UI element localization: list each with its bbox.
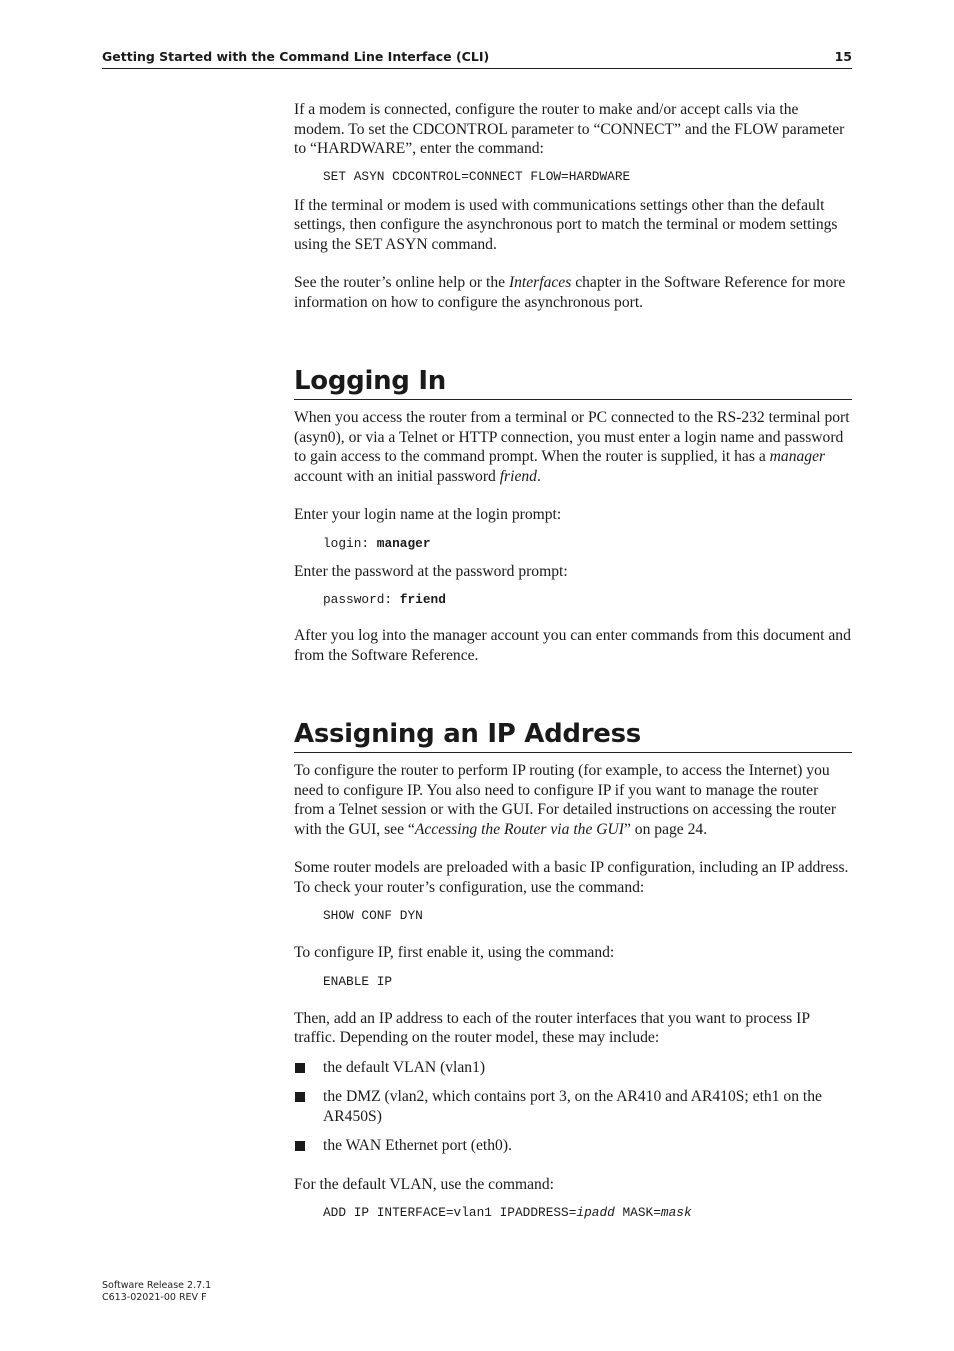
logging-in-paragraph-after: After you log into the manager account you can enter commands from this document and from the Software Reference. [294,627,851,664]
page-footer [102,1280,211,1304]
footer-release: Software Release 2.7.1 [102,1280,212,1291]
ip-paragraph-enable: To configure IP, first enable it, using the command: [294,944,615,961]
command-add-ip: ADD IP INTERFACE=vlan1 IPADDRESS=ipadd MASK=mask [323,1205,692,1220]
intro-paragraph-see-help: See the router’s online help or the Interfaces chapter in the Software Reference for more information on how to configure the asynchronous port. [294,274,846,311]
footer-doc-number: C613-02021-00 REV F [102,1292,207,1303]
page-number: 15 [834,49,852,64]
command-enable-ip: ENABLE IP [323,973,393,989]
ip-paragraph-preloaded: Some router models are preloaded with a basic IP configuration, including an IP address. To check your router’s configuration, use the command: [294,859,849,896]
intro-paragraph-modem: If a modem is connected, configure the router to make and/or accept calls via the modem. To set the CDCONTROL parameter to “CONNECT” and the FLOW parameter to “HARDWARE”, enter the command: [294,101,845,157]
page-content [294,100,852,1221]
logging-in-paragraph-password: Enter the password at the password prompt: [294,562,568,580]
command-show-conf: SHOW CONF DYN [323,908,423,923]
bullet-square-icon [295,1141,305,1151]
command-login: login: manager [323,535,431,551]
heading-assigning-ip: Assigning an IP Address [294,717,852,753]
logging-in-paragraph-access: When you access the router from a terminal or PC connected to the RS-232 terminal port (asyn0), or via a Telnet or HTTP connection, you must enter a login name and password to gain access to the command prompt. When the router is supplied, it has a manager account with an initial password friend. [294,409,850,485]
bullet-square-icon [295,1092,305,1102]
intro-paragraph-settings: If the terminal or modem is used with communications settings other than the default settings, then configure the asynchronous port to match the terminal or modem settings using the SET ASYN command. [294,196,838,253]
page-header [102,48,852,69]
list-item: the default VLAN (vlan1) [294,1058,852,1078]
logging-in-paragraph-login: Enter your login name at the login prompt: [294,506,562,523]
interface-list [294,1058,852,1156]
command-password: password: friend [323,592,446,607]
ip-paragraph-interfaces: Then, add an IP address to each of the router interfaces that you want to process IP traffic. Depending on the router model, these may include: [294,1009,810,1046]
heading-logging-in: Logging In [294,364,852,400]
header-title: Getting Started with the Command Line Interface (CLI) [102,49,490,64]
list-item: the WAN Ethernet port (eth0). [294,1136,852,1156]
bullet-square-icon [295,1063,305,1073]
command-set-asyn: SET ASYN CDCONTROL=CONNECT FLOW=HARDWARE [323,168,631,184]
ip-paragraph-default-vlan: For the default VLAN, use the command: [294,1175,554,1193]
ip-paragraph-configure: To configure the router to perform IP routing (for example, to access the Internet) you need to configure IP. You also need to configure IP if you want to manage the router from a Telnet session or with the GUI. For detailed instructions on accessing the router with the GUI, see “Accessing the Router via the GUI” on page 24. [294,762,837,838]
list-item: the DMZ (vlan2, which contains port 3, on the AR410 and AR410S; eth1 on the AR450S) [294,1087,852,1126]
